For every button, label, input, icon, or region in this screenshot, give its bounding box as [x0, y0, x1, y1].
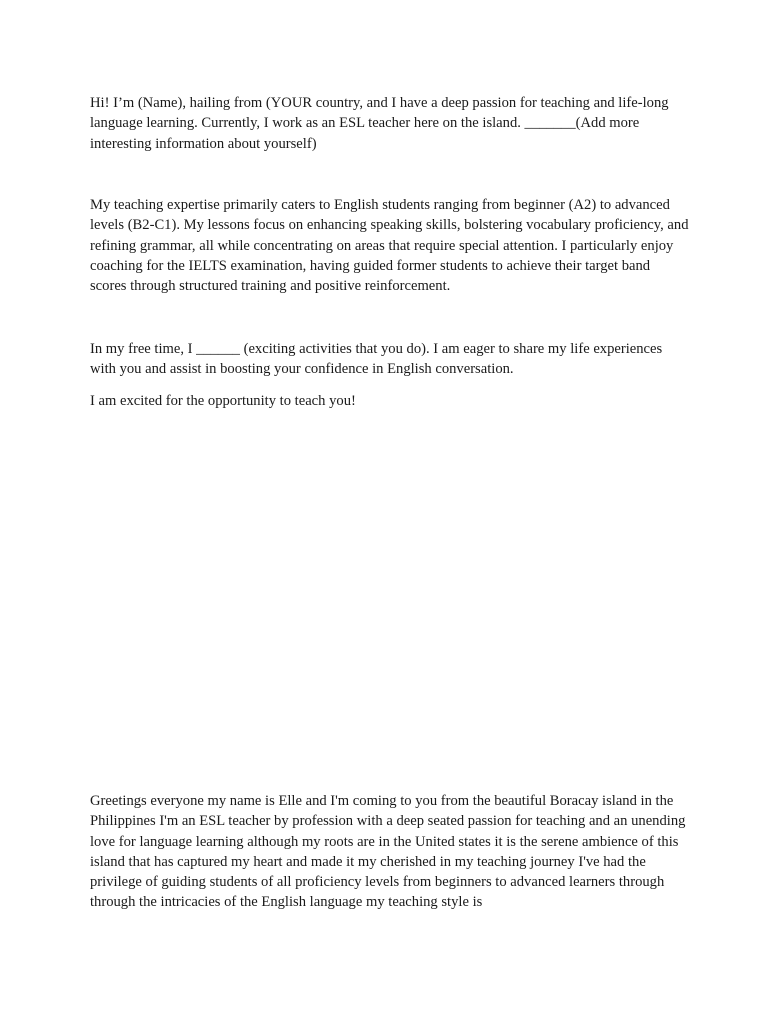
closing-paragraph: I am excited for the opportunity to teach you! [90, 393, 356, 409]
expertise-paragraph: My teaching expertise primarily caters to English students ranging from beginner (A2) to advanced levels (B2-C1). My lessons focus on enhancing speaking skills, bolstering vocabulary proficiency, and refining grammar, all while concentrating on areas that require special attention. I particularly enjoy coaching for the IELTS examination, having guided former students to achieve their target band scores through structured training and positive reinforcement. [90, 197, 689, 295]
greeting-paragraph: Greetings everyone my name is Elle and I'm coming to you from the beautiful Boracay island in the Philippines I'm an ESL teacher by profession with a deep seated passion for teaching and an unending love for language learning although my roots are in the United states it is the serene ambience of this island that has captured my heart and made it my cherished in my teaching journey I've had the privilege of guiding students of all proficiency levels from beginners to advanced learners through through the intricacies of the English language my teaching style is [90, 793, 686, 911]
intro-paragraph: Hi! I’m (Name), hailing from (YOUR country, and I have a deep passion for teaching and life-long language learning. Currently, I work as an ESL teacher here on the island. _______(Add more interesting information about yourself) [90, 95, 669, 152]
free-time-paragraph: In my free time, I ______ (exciting activities that you do). I am eager to share my life experiences with you and assist in boosting your confidence in English conversation. [90, 341, 663, 378]
